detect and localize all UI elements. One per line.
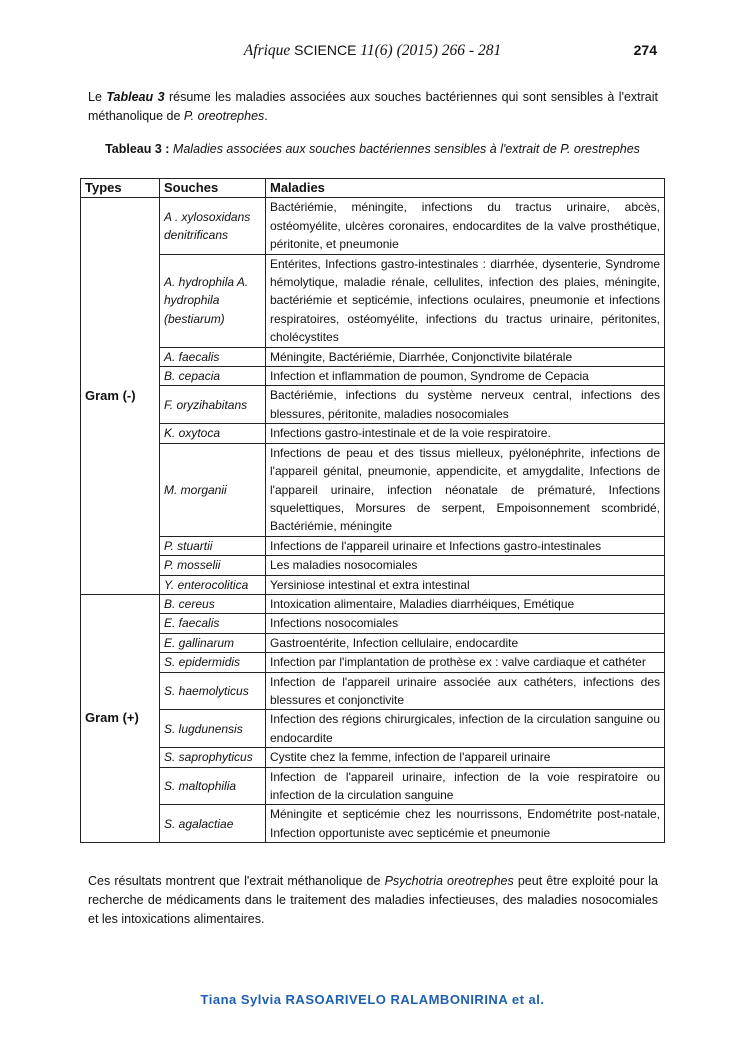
- maladies-cell: Infections nosocomiales: [266, 614, 665, 633]
- souche-cell: A. hydrophila A. hydrophila (bestiarum): [160, 254, 266, 347]
- table-row: [81, 633, 665, 652]
- table-row: [81, 556, 665, 575]
- souche-cell: B. cereus: [160, 594, 266, 613]
- maladies-cell: Bactériémie, méningite, infections du tractus urinaire, abcès, ostéomyélite, ulcères coronaires, endocardites de la valve prosthétique, péritonite, et pneumonie: [266, 198, 665, 254]
- souche-cell: M. morganii: [160, 443, 266, 536]
- table-row: [81, 748, 665, 767]
- table-row: [81, 614, 665, 633]
- header-types: Types: [81, 179, 160, 198]
- maladies-cell: Infections de peau et des tissus mielleux, pyélonéphrite, infections de l'appareil génital, pneumonie, appendicite, et amygdalite, Infections de l'appareil urinaire, infection néonatale de prématuré, Infections squelettiques, Morsures de serpent, Empoisonnement scombridé, Bactériémie, méningite: [266, 443, 665, 536]
- journal-name: Afrique: [243, 42, 291, 59]
- header-maladies: Maladies: [266, 179, 665, 198]
- conclusion-paragraph: [88, 872, 658, 929]
- souche-cell: S. lugdunensis: [160, 710, 266, 748]
- journal-volume: 11(6) (2015) 266 - 281: [360, 42, 502, 59]
- maladies-cell: Infection de l'appareil urinaire associée aux cathéters, infections des blessures et conjonctivite: [266, 672, 665, 710]
- table-caption: [0, 142, 745, 156]
- type-gram-positive: Gram (+): [81, 594, 160, 842]
- maladies-cell: Bactériémie, infections du système nerveux central, infections des blessures, péritonite, maladies nosocomiales: [266, 386, 665, 424]
- table-row: [81, 443, 665, 536]
- table-row: [81, 367, 665, 386]
- page-number: 274: [633, 42, 657, 58]
- souche-cell: A. faecalis: [160, 347, 266, 366]
- souche-cell: S. agalactiae: [160, 805, 266, 843]
- souche-cell: A . xylosoxidans denitrificans: [160, 198, 266, 254]
- maladies-cell: Infection et inflammation de poumon, Syndrome de Cepacia: [266, 367, 665, 386]
- table-row: [81, 575, 665, 594]
- table-row: [81, 767, 665, 805]
- maladies-cell: Infection par l'implantation de prothèse ex : valve cardiaque et cathéter: [266, 653, 665, 672]
- table-row: [81, 254, 665, 347]
- souche-cell: K. oxytoca: [160, 424, 266, 443]
- maladies-cell: Les maladies nosocomiales: [266, 556, 665, 575]
- souche-cell: S. maltophilia: [160, 767, 266, 805]
- maladies-cell: Infection de l'appareil urinaire, infection de la voie respiratoire ou infection de la circulation sanguine: [266, 767, 665, 805]
- maladies-cell: Yersiniose intestinal et extra intestinal: [266, 575, 665, 594]
- maladies-cell: Gastroentérite, Infection cellulaire, endocardite: [266, 633, 665, 652]
- souche-cell: P. mosselii: [160, 556, 266, 575]
- species-name: P. oreotrephes: [183, 109, 265, 123]
- conclusion-text-1: Ces résultats montrent que l'extrait méthanolique de: [88, 874, 385, 888]
- species-full-name: Psychotria oreotrephes: [384, 874, 514, 888]
- caption-label: Tableau 3 :: [105, 142, 170, 156]
- table-row: [81, 805, 665, 843]
- conclusion-text-2: peut être exploité pour la recherche de médicaments dans le traitement des maladies infectieuses, des maladies nosocomiales et les intoxications alimentaires.: [88, 874, 658, 926]
- maladies-cell: Intoxication alimentaire, Maladies diarrhéiques, Emétique: [266, 594, 665, 613]
- table-row: [81, 347, 665, 366]
- maladies-cell: Méningite et septicémie chez les nourrissons, Endométrite post-natale, Infection opportuniste avec septicémie et pneumonie: [266, 805, 665, 843]
- type-gram-negative: Gram (-): [81, 198, 160, 595]
- souche-cell: Y. enterocolitica: [160, 575, 266, 594]
- souche-cell: S. saprophyticus: [160, 748, 266, 767]
- maladies-cell: Infection des régions chirurgicales, infection de la circulation sanguine ou endocardite: [266, 710, 665, 748]
- author-footer: Tiana Sylvia RASOARIVELO RALAMBONIRINA et al.: [200, 992, 545, 1007]
- maladies-cell: Cystite chez la femme, infection de l'appareil urinaire: [266, 748, 665, 767]
- table-row: [81, 653, 665, 672]
- souche-cell: E. faecalis: [160, 614, 266, 633]
- intro-text-1: Le: [88, 90, 107, 104]
- intro-paragraph: [88, 88, 658, 126]
- table-header-row: [81, 179, 665, 198]
- souche-cell: F. oryzihabitans: [160, 386, 266, 424]
- table-row: [81, 198, 665, 254]
- intro-text-2: résume les maladies associées aux souches bactériennes qui sont sensibles à l'extrait méthanolique de: [88, 90, 658, 123]
- souche-cell: S. epidermidis: [160, 653, 266, 672]
- souche-cell: B. cepacia: [160, 367, 266, 386]
- maladies-cell: Méningite, Bactériémie, Diarrhée, Conjonctivite bilatérale: [266, 347, 665, 366]
- caption-text: Maladies associées aux souches bactériennes sensibles à l'extrait de P. orestrephes: [172, 142, 640, 156]
- maladies-cell: Infections de l'appareil urinaire et Infections gastro-intestinales: [266, 536, 665, 555]
- souche-cell: S. haemolyticus: [160, 672, 266, 710]
- table-row: [81, 594, 665, 613]
- souche-cell: E. gallinarum: [160, 633, 266, 652]
- table-row: [81, 424, 665, 443]
- souche-cell: P. stuartii: [160, 536, 266, 555]
- diseases-table: [80, 178, 665, 843]
- maladies-cell: Infections gastro-intestinale et de la voie respiratoire.: [266, 424, 665, 443]
- maladies-cell: Entérites, Infections gastro-intestinales : diarrhée, dysenterie, Syndrome hémolytique, maladie rénale, cellulites, infection des plaies, méningite, bactériémie et septicémie, infections oculaires, pneumonie et infections respiratoires, ostéomyélite, infections du tractus urinaire, péritonites, cholécystites: [266, 254, 665, 347]
- table-row: [81, 710, 665, 748]
- table-row: [81, 536, 665, 555]
- page-header: [0, 42, 745, 66]
- table-row: [81, 672, 665, 710]
- journal-science: SCIENCE: [294, 42, 357, 58]
- table-row: [81, 386, 665, 424]
- table-reference: Tableau 3: [106, 90, 165, 104]
- header-souches: Souches: [160, 179, 266, 198]
- intro-text-3: .: [264, 109, 268, 123]
